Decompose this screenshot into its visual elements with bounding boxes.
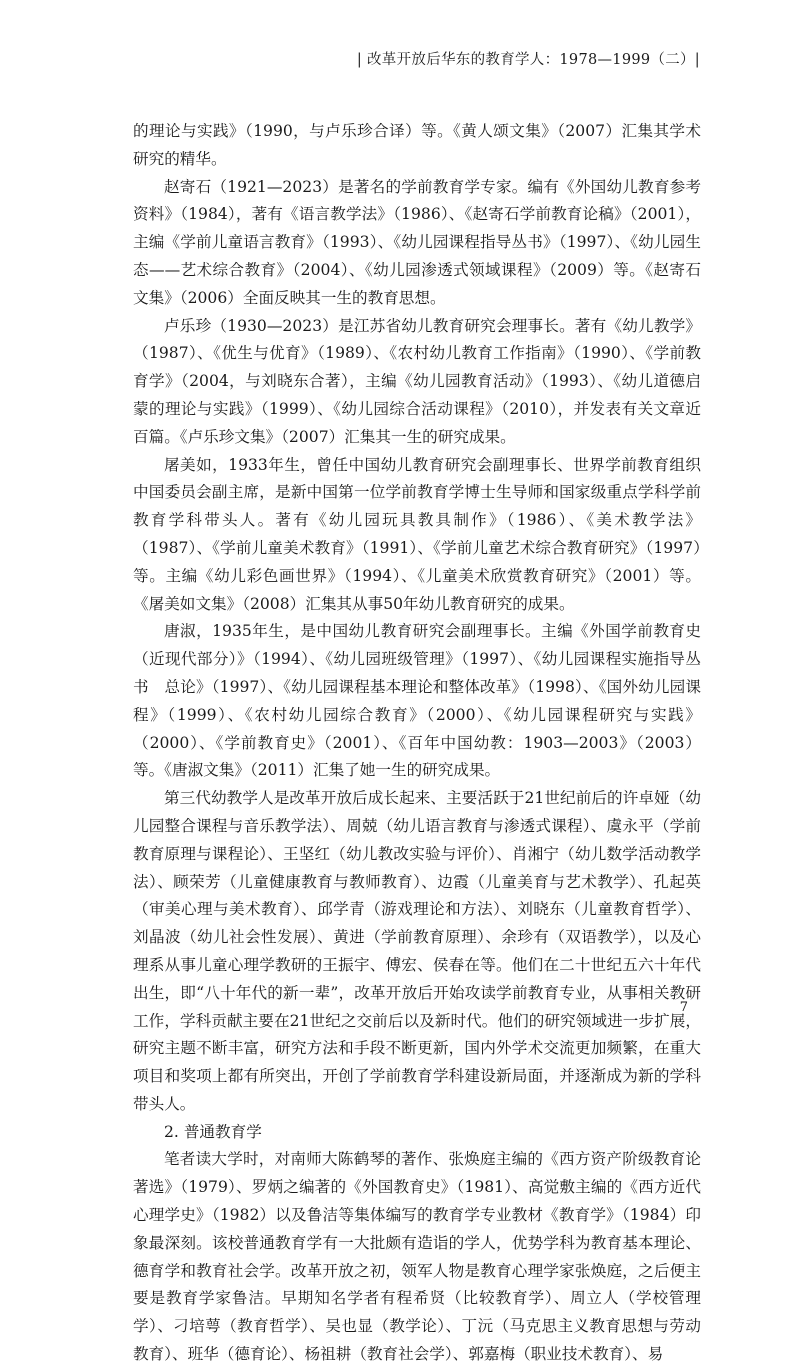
paragraph-continued: 的理论与实践》（1990，与卢乐珍合译）等。《黄人颂文集》（2007）汇集其学术研究的精华。: [133, 122, 701, 168]
running-header: | 改革开放后华东的教育学人：1978—1999（二）|: [356, 52, 700, 68]
body-text: [133, 118, 701, 1369]
paragraph-zhao-jishi: 赵寄石（1921—2023）是著名的学前教育学专家。编有《外国幼儿教育参考资料》（1984），著有《语言教学法》（1986）、《赵寄石学前教育论稿》（2001），主编《学前儿童语言教育》（1993）、《幼儿园课程指导丛书》（1997）、《幼儿园生态——艺术综合教育》（2004）、《幼儿园渗透式领域课程》（2009）等。《赵寄石文集》（2006）全面反映其一生的教育思想。: [133, 177, 701, 307]
paragraph-lu-lezhen: 卢乐珍（1930—2023）是江苏省幼儿教育研究会理事长。著有《幼儿教学》（1987）、《优生与优育》（1989）、《农村幼儿教育工作指南》（1990）、《学前教育学》（2004，与刘晓东合著），主编《幼儿园教育活动》（1993）、《幼儿道德启蒙的理论与实践》（1999）、《幼儿园综合活动课程》（2010），并发表有关文章近百篇。《卢乐珍文集》（2007）汇集其一生的研究成果。: [133, 316, 701, 446]
paragraph-general-pedagogy: 笔者读大学时，对南师大陈鹤琴的著作、张焕庭主编的《西方资产阶级教育论著选》（1979）、罗炳之编著的《外国教育史》（1981）、高觉敷主编的《西方近代心理学史》（1982）以及鲁洁等集体编写的教育学专业教材《教育学》（1984）印象最深刻。该校普通教育学有一大批颇有造诣的学人，优势学科为教育基本理论、德育学和教育社会学。改革开放之初，领军人物是教育心理学家张焕庭，之后便主要是教育学家鲁洁。早期知名学者有程希贤（比较教育学）、周立人（学校管理学）、刁培萼（教育哲学）、吴也显（教学论）、丁沅（马克思主义教育思想与劳动教育）、班华（德育论）、杨祖耕（教育社会学）、郭嘉梅（职业技术教育）、易: [133, 1150, 701, 1364]
section-heading: 2. 普通教育学: [164, 1122, 262, 1141]
paragraph-third-generation: 第三代幼教学人是改革开放后成长起来、主要活跃于21世纪前后的许卓娅（幼儿园整合课程与音乐教学法）、周兢（幼儿语言教育与渗透式课程）、虞永平（学前教育原理与课程论）、王坚红（幼儿教改实验与评价）、肖湘宁（幼儿数学活动教学法）、顾荣芳（儿童健康教育与教师教育）、边霞（儿童美育与艺术教学）、孔起英（审美心理与美术教育）、邱学青（游戏理论和方法）、刘晓东（儿童教育哲学）、刘晶波（幼儿社会性发展）、黄进（学前教育原理）、余珍有（双语教学），以及心理系从事儿童心理学教研的王振宇、傅宏、侯春在等。他们在二十世纪五六十年代出生，即“八十年代的新一辈”，改革开放后开始攻读学前教育专业，从事相关教研工作，学科贡献主要在21世纪之交前后以及新时代。他们的研究领域进一步扩展，研究主题不断丰富，研究方法和手段不断更新，国内外学术交流更加频繁，在重大项目和奖项上都有所突出，开创了学前教育学科建设新局面，并逐渐成为新的学科带头人。: [133, 789, 701, 1113]
page-number: 7: [679, 1000, 688, 1015]
paragraph-tang-shu: 唐淑，1935年生，是中国幼儿教育研究会副理事长。主编《外国学前教育史（近现代部分）》（1994）、《幼儿园班级管理》（1997）、《幼儿园课程实施指导丛书 总论》（1997）、《幼儿园课程基本理论和整体改革》（1998）、《国外幼儿园课程》（1999）、《农村幼儿园综合教育》（2000）、《幼儿园课程研究与实践》（2000）、《学前教育史》（2001）、《百年中国幼教：1903—2003》（2003）等。《唐淑文集》（2011）汇集了她一生的研究成果。: [133, 622, 701, 780]
paragraph-tu-meiru: 屠美如，1933年生，曾任中国幼儿教育研究会副理事长、世界学前教育组织中国委员会副主席，是新中国第一位学前教育学博士生导师和国家级重点学科学前教育学科带头人。著有《幼儿园玩具教具制作》（1986）、《美术教学法》（1987）、《学前儿童美术教育》（1991）、《学前儿童艺术综合教育研究》（1997）等。主编《幼儿彩色画世界》（1994）、《儿童美术欣赏教育研究》（2001）等。《屠美如文集》（2008）汇集其从事50年幼儿教育研究的成果。: [133, 455, 701, 613]
